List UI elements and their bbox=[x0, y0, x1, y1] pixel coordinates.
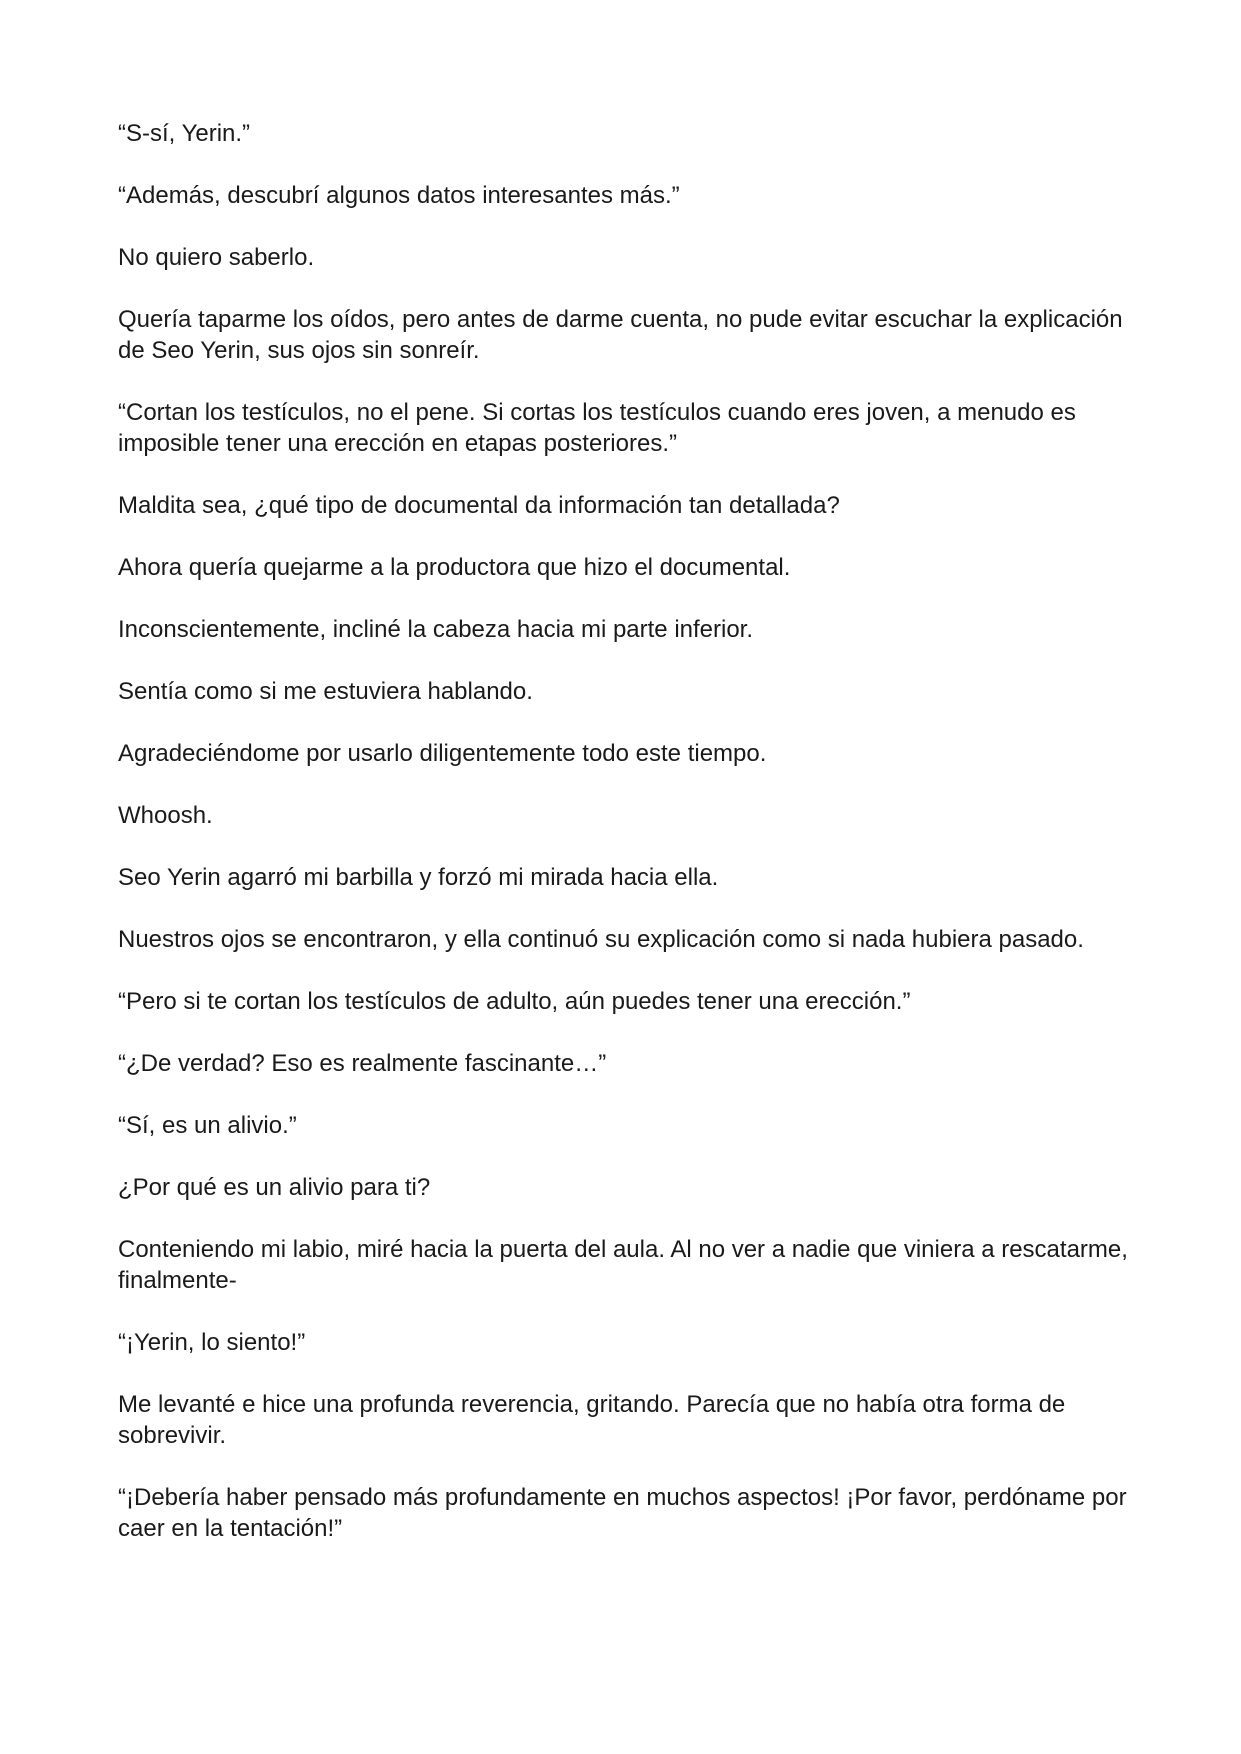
paragraph: “Además, descubrí algunos datos interesantes más.” bbox=[118, 182, 680, 209]
paragraph: “Sí, es un alivio.” bbox=[118, 1112, 297, 1139]
paragraph: “Cortan los testículos, no el pene. Si cortas los testículos cuando eres joven, a menudo es imposible tener una erección en etapas posteriores.” bbox=[118, 399, 1076, 457]
paragraph: Seo Yerin agarró mi barbilla y forzó mi mirada hacia ella. bbox=[118, 864, 719, 891]
paragraph: “S-sí, Yerin.” bbox=[118, 120, 251, 147]
paragraph: Inconscientemente, incliné la cabeza hacia mi parte inferior. bbox=[118, 616, 754, 643]
paragraph: Maldita sea, ¿qué tipo de documental da información tan detallada? bbox=[118, 492, 840, 519]
paragraph: ¿Por qué es un alivio para ti? bbox=[118, 1174, 431, 1201]
paragraph: “¿De verdad? Eso es realmente fascinante…” bbox=[118, 1050, 607, 1077]
paragraph: Sentía como si me estuviera hablando. bbox=[118, 678, 533, 705]
paragraph: “¡Debería haber pensado más profundamente en muchos aspectos! ¡Por favor, perdóname por caer en la tentación!” bbox=[118, 1484, 1127, 1542]
paragraph: “Pero si te cortan los testículos de adulto, aún puedes tener una erección.” bbox=[118, 988, 911, 1015]
paragraph: No quiero saberlo. bbox=[118, 244, 315, 271]
paragraph: Nuestros ojos se encontraron, y ella continuó su explicación como si nada hubiera pasado. bbox=[118, 926, 1084, 953]
paragraph: Quería taparme los oídos, pero antes de darme cuenta, no pude evitar escuchar la explicación de Seo Yerin, sus ojos sin sonreír. bbox=[118, 306, 1123, 364]
paragraph: Whoosh. bbox=[118, 802, 213, 829]
document-body bbox=[118, 118, 1128, 1575]
paragraph: Agradeciéndome por usarlo diligentemente todo este tiempo. bbox=[118, 740, 767, 767]
paragraph: “¡Yerin, lo siento!” bbox=[118, 1329, 306, 1356]
paragraph: Conteniendo mi labio, miré hacia la puerta del aula. Al no ver a nadie que viniera a rescatarme, finalmente- bbox=[118, 1236, 1128, 1294]
paragraph: Ahora quería quejarme a la productora que hizo el documental. bbox=[118, 554, 791, 581]
paragraph: Me levanté e hice una profunda reverencia, gritando. Parecía que no había otra forma de sobrevivir. bbox=[118, 1391, 1066, 1449]
